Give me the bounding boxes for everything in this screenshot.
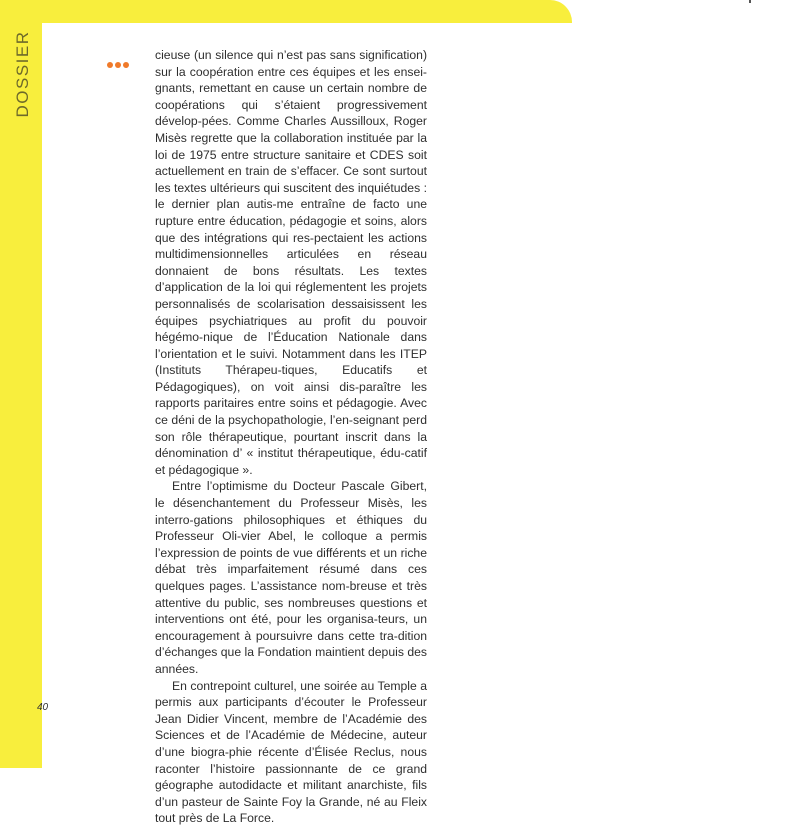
dot-icon — [123, 62, 129, 68]
article-text — [155, 47, 427, 827]
paragraph: Entre l’optimisme du Docteur Pascale Gibert, le désenchantement du Professeur Misès, les interro-gations philosophiques et éthiques du Professeur Oli-vier Abel, le colloque a permis l’expression de points de vue différents et un riche débat très imparfaitement résumé dans ces quelques pages. L’assistance nom-breuse et très attentive du public, ses nombreuses questions et interventions ont été, pour les organisa-teurs, un encouragement à poursuivre dans cette tra-dition d’échanges que la Fondation maintient depuis des années. — [155, 479, 427, 676]
dot-icon — [115, 62, 121, 68]
paragraph: cieuse (un silence qui n’est pas sans signification) sur la coopération entre ces équipes et les ensei-gnants, remettant en cause un certain nombre de coopérations qui s’étaient progressivement dévelop-pées. Comme Charles Aussilloux, Roger Misès regrette que la collaboration instituée par la loi de 1975 entre structure sanitaire et CDES soit actuellement en train de s’effacer. Ce sont surtout les textes ultérieurs qui suscitent des inquiétudes : le dernier plan autis-me entraîne de facto une rupture entre éducation, pédagogie et soins, alors que des intégrations qui res-pectaient les actions multidimensionnelles articulées en réseau donnaient de bons résultats. Les textes d’application de la loi qui réglementent les projets personnalisés de scolarisation dessaisissent les équipes psychiatriques au profit du pouvoir hégémo-nique de l’Éducation Nationale dans l’orientation et le suivi. Notamment dans les ITEP (Instituts Thérapeu-tiques, Educatifs et Pédagogiques), on voit ainsi dis-paraître les rapports paritaires entre soins et pédagogie. Avec ce déni de la psychopathologie, l’en-seignant perd son rôle thérapeutique, pourtant inscrit dans la dénomination d’ « institut thérapeutique, édu-catif et pédagogique ». — [155, 48, 427, 477]
section-label — [10, 28, 36, 120]
page-number: 40 — [37, 702, 49, 713]
scan-mark — [749, 0, 751, 3]
section-label-text: DOSSIER — [13, 30, 32, 118]
paragraph: En contrepoint culturel, une soirée au Temple a permis aux participants d’écouter le Professeur Jean Didier Vincent, membre de l’Académie des Sciences et de l’Académie de Médecine, auteur d’une biogra-phie récente d’Élisée Reclus, nous raconter l’histoire passionnante de ce grand géographe autodidacte et militant anarchiste, fils d’un pasteur de Sainte Foy la Grande, né au Fleix tout près de La Force. — [155, 678, 427, 826]
dot-icon — [107, 62, 113, 68]
bullet-dots-icon — [107, 62, 129, 68]
